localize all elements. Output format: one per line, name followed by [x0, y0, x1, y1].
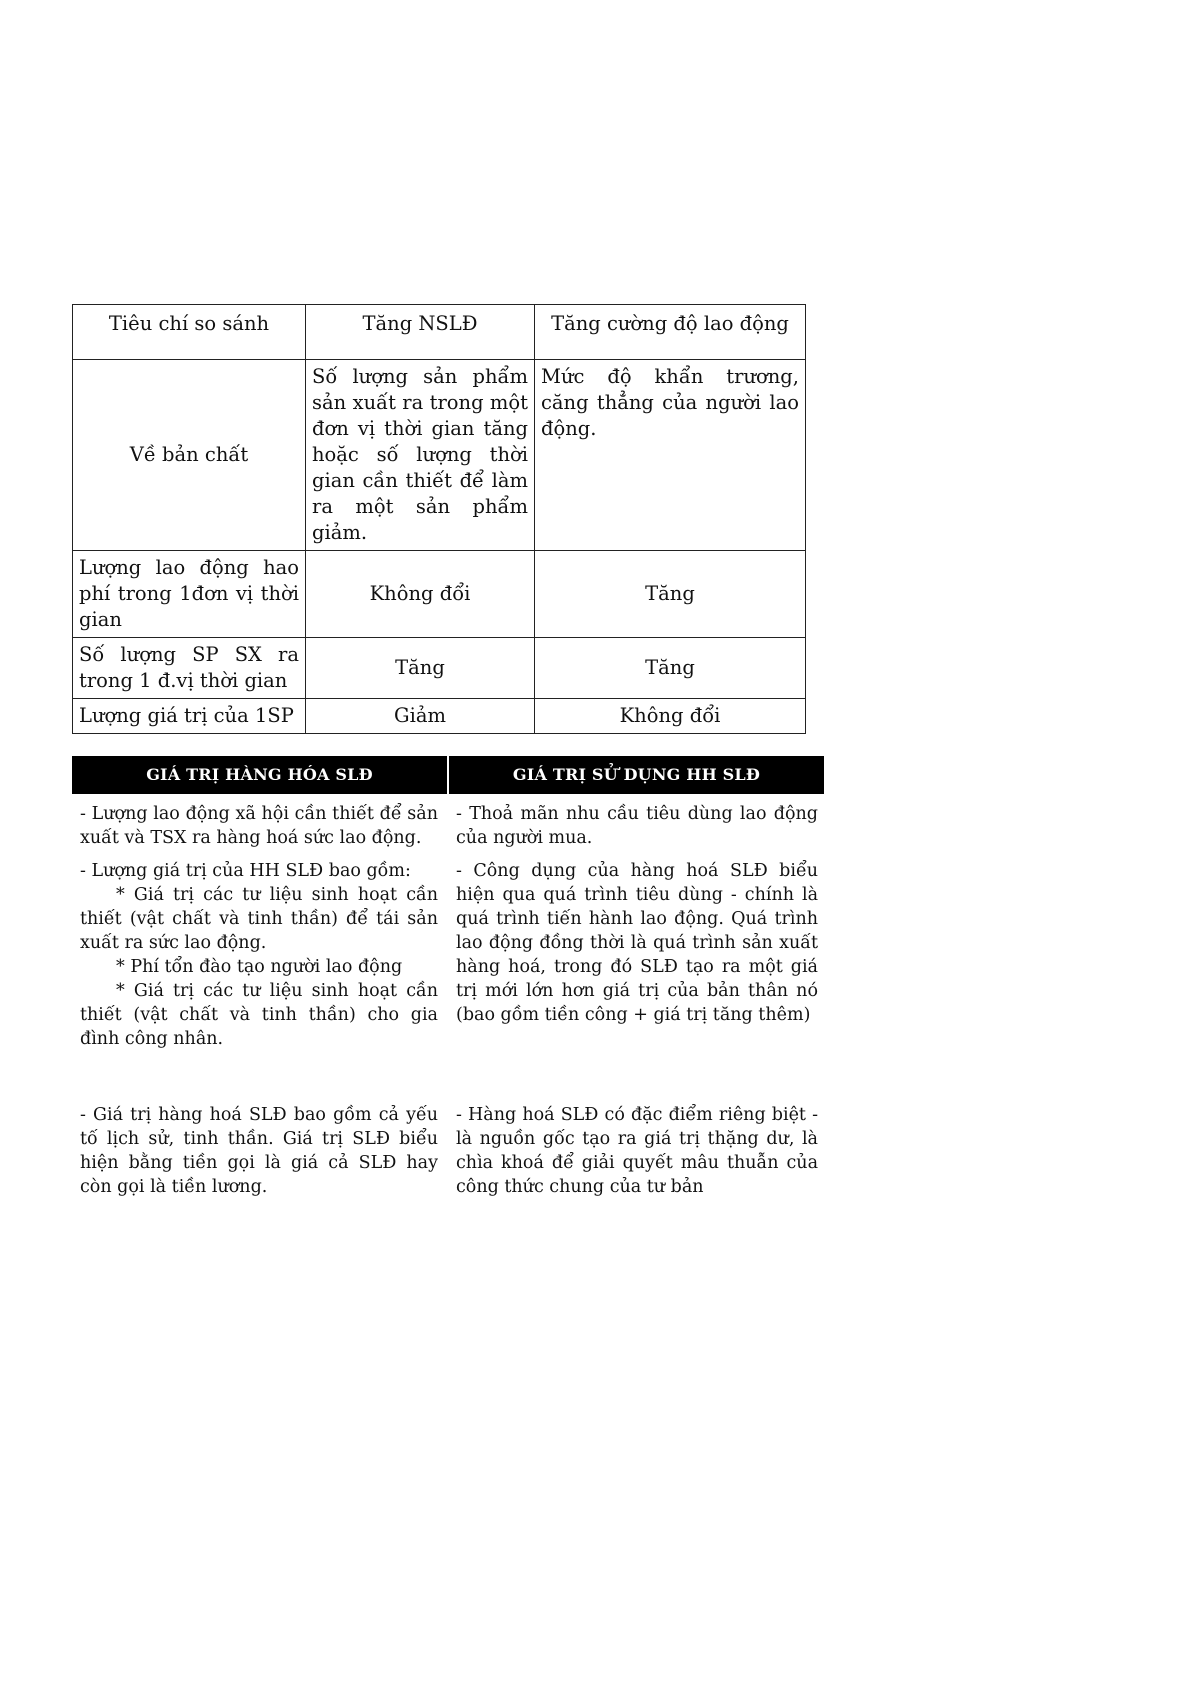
- cell-productivity: Tăng: [306, 638, 535, 699]
- cell-productivity: Không đổi: [306, 551, 535, 638]
- row-label: Số lượng SP SX ra trong 1 đ.vị thời gian: [73, 638, 306, 699]
- cell-intensity: Không đổi: [535, 699, 806, 734]
- value-paragraph: - Lượng giá trị của HH SLĐ bao gồm:: [80, 861, 411, 881]
- comparison-table: [72, 304, 806, 734]
- use-value-paragraph: - Thoả mãn nhu cầu tiêu dùng lao động của người mua.: [456, 804, 818, 848]
- labor-power-table-header: [72, 756, 824, 794]
- table-row: [72, 859, 824, 1051]
- header-use-value: GIÁ TRỊ SỬ DỤNG HH SLĐ: [512, 765, 761, 784]
- row-label: Về bản chất: [73, 360, 306, 551]
- row-label: Lượng giá trị của 1SP: [73, 699, 306, 734]
- cell-productivity: Giảm: [306, 699, 535, 734]
- table-row: [73, 551, 806, 638]
- value-sub-item: * Giá trị các tư liệu sinh hoạt cần thiết (vật chất và tinh thần) cho gia đình công nhân.: [80, 981, 438, 1049]
- table-row: [73, 638, 806, 699]
- cell-intensity: Mức độ khẩn trương, căng thẳng của người lao động.: [535, 360, 806, 551]
- cell-productivity: Số lượng sản phẩm sản xuất ra trong một đơn vị thời gian tăng hoặc số lượng thời gian cần thiết để làm ra một sản phẩm giảm.: [306, 360, 535, 551]
- value-paragraph: - Giá trị hàng hoá SLĐ bao gồm cả yếu tố lịch sử, tinh thần. Giá trị SLĐ biểu hiện bằng tiền gọi là giá cả SLĐ hay còn gọi là tiền lương.: [80, 1105, 438, 1197]
- header-productivity: Tăng NSLĐ: [306, 305, 535, 360]
- header-intensity: Tăng cường độ lao động: [535, 305, 806, 360]
- table-row: [73, 699, 806, 734]
- labor-power-table: [72, 756, 824, 1199]
- row-label: Lượng lao động hao phí trong 1đơn vị thời gian: [73, 551, 306, 638]
- header-value: GIÁ TRỊ HÀNG HÓA SLĐ: [72, 756, 449, 794]
- cell-intensity: Tăng: [535, 638, 806, 699]
- header-criteria: Tiêu chí so sánh: [73, 305, 306, 360]
- use-value-paragraph: - Hàng hoá SLĐ có đặc điểm riêng biệt - là nguồn gốc tạo ra giá trị thặng dư, là chìa khoá để giải quyết mâu thuẫn của công thức chung của tư bản: [456, 1105, 818, 1197]
- value-paragraph: - Lượng lao động xã hội cần thiết để sản xuất và TSX ra hàng hoá sức lao động.: [80, 804, 438, 848]
- table-row: [72, 1103, 824, 1199]
- use-value-paragraph: - Công dụng của hàng hoá SLĐ biểu hiện qua quá trình tiêu dùng - chính là quá trình tiến hành lao động. Quá trình lao động đồng thời là quá trình sản xuất hàng hoá, trong đó SLĐ tạo ra một giá trị mới lớn hơn giá trị của bản thân nó (bao gồm tiền công + giá trị tăng thêm): [456, 861, 818, 1025]
- value-sub-item: * Phí tổn đào tạo người lao động: [116, 957, 403, 977]
- table-row: [73, 360, 806, 551]
- table-row: [72, 802, 824, 850]
- comparison-table-header: [73, 305, 806, 360]
- cell-intensity: Tăng: [535, 551, 806, 638]
- value-sub-item: * Giá trị các tư liệu sinh hoạt cần thiết (vật chất và tinh thần) để tái sản xuất ra sức lao động.: [80, 885, 438, 953]
